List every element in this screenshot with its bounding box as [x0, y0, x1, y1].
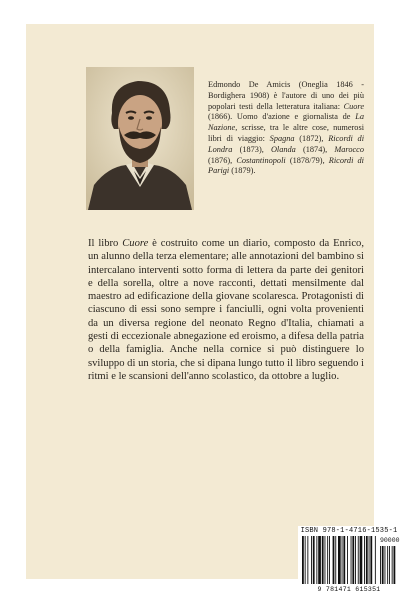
barcode-bar: [302, 536, 304, 584]
back-cover: [26, 24, 400, 593]
description-text-1: Il libro: [88, 238, 123, 249]
bio-text-1: Edmondo De Amicis (Oneglia 1846 - Bordighera 1908) è l'autore di uno dei più popolari testi della letteratura italiana:: [208, 80, 364, 111]
barcode-bar: [329, 536, 330, 584]
price-code: 90000: [380, 537, 400, 544]
barcode-addon-bar: [394, 546, 396, 584]
barcode-bar: [335, 536, 336, 584]
barcode-addon-bar: [392, 546, 393, 584]
barcode-bar: [311, 536, 312, 584]
barcode-bar: [327, 536, 328, 584]
description-text-2: è costruito come un diario, composto da Enrico, un alunno della terza elementare; alle annotazioni del bambino si intercalano interventi sotto forma di lettera da parte dei genitori e della sorella, oltre a nove racconti, dettati mensilmente dal maestro ad edificazione della giovane scolaresca. Protagonisti di ciascuno di essi sono sempre i fanciulli, ogni volta provenienti da un diversa regione del neonato Regno d'Italia, chiamati a gesti di eccezionale abnegazione ed eroismo, a difesa della patria o della famiglia. Anche nella cornice si può distinguere lo sviluppo di un storia, che si dipana lungo tutto il libro seguendo i ritmi e le scansioni dell'anno scolastico, da ottobre a luglio.: [88, 238, 364, 382]
barcode-bar: [307, 536, 308, 584]
author-portrait-drawing: [86, 67, 194, 210]
isbn-label: ISBN 978-1-4716-1535-1: [300, 527, 398, 535]
bio-text-3: , scrisse, tra le altre cose, numerosi libri di viaggio:: [208, 123, 364, 143]
bio-book-title: Olanda: [270, 144, 296, 154]
barcode-bar: [333, 536, 335, 584]
barcode-bar: [305, 536, 306, 584]
barcode-panel: [298, 526, 400, 596]
barcode-bar: [369, 536, 370, 584]
barcode-bar: [347, 536, 348, 584]
bio-book-year: (1873),: [232, 144, 271, 154]
book-description: [88, 237, 364, 383]
barcode-bar: [318, 536, 321, 584]
barcode-digits: 9 781471 615351: [317, 586, 381, 593]
bio-book-year: (1872),: [294, 133, 329, 143]
bio-book-title: Spagna: [269, 133, 295, 143]
barcode-bar: [351, 536, 352, 584]
bio-text-2: (1866). Uomo d'azione e giornalista de: [208, 112, 356, 122]
bio-book-year: (1876),: [208, 155, 237, 165]
barcode-bar: [342, 536, 343, 584]
barcode-bar: [316, 536, 317, 584]
barcode-bar: [338, 536, 341, 584]
barcode-addon-bar: [389, 546, 390, 584]
barcode-bar: [343, 536, 345, 584]
barcode-bar: [366, 536, 368, 584]
bio-book-title: Ricordi di Londra: [208, 133, 364, 154]
bio-book-year: (1874),: [295, 144, 335, 154]
bio-cuore-title: Cuore: [343, 101, 364, 111]
author-bio: [208, 80, 364, 177]
barcode-addon-bar: [385, 546, 386, 584]
barcode-bar: [325, 536, 326, 584]
description-cuore-title: Cuore: [122, 238, 149, 249]
author-portrait: [86, 67, 194, 210]
bio-book-title: Ricordi di Parigi: [208, 155, 364, 176]
barcode-bar: [313, 536, 315, 584]
barcode-addon-bar: [382, 546, 384, 584]
barcode-bar: [358, 536, 359, 584]
barcode-bar: [322, 536, 324, 584]
barcode-bar: [375, 536, 376, 584]
barcode-bar: [360, 536, 363, 584]
bio-newspaper: La Nazione: [208, 112, 364, 133]
barcode-addon-bar: [380, 546, 381, 584]
bio-book-year: (1878/79),: [285, 155, 329, 165]
barcode-addon-bar: [387, 546, 388, 584]
barcode-bar: [352, 536, 354, 584]
bio-book-title: Costantinopoli: [236, 155, 286, 165]
barcode-bar: [364, 536, 365, 584]
bio-book-year: (1879).: [229, 166, 256, 176]
barcode-bar: [355, 536, 356, 584]
bio-book-title: Marocco: [334, 144, 364, 154]
barcode-bar: [370, 536, 372, 584]
